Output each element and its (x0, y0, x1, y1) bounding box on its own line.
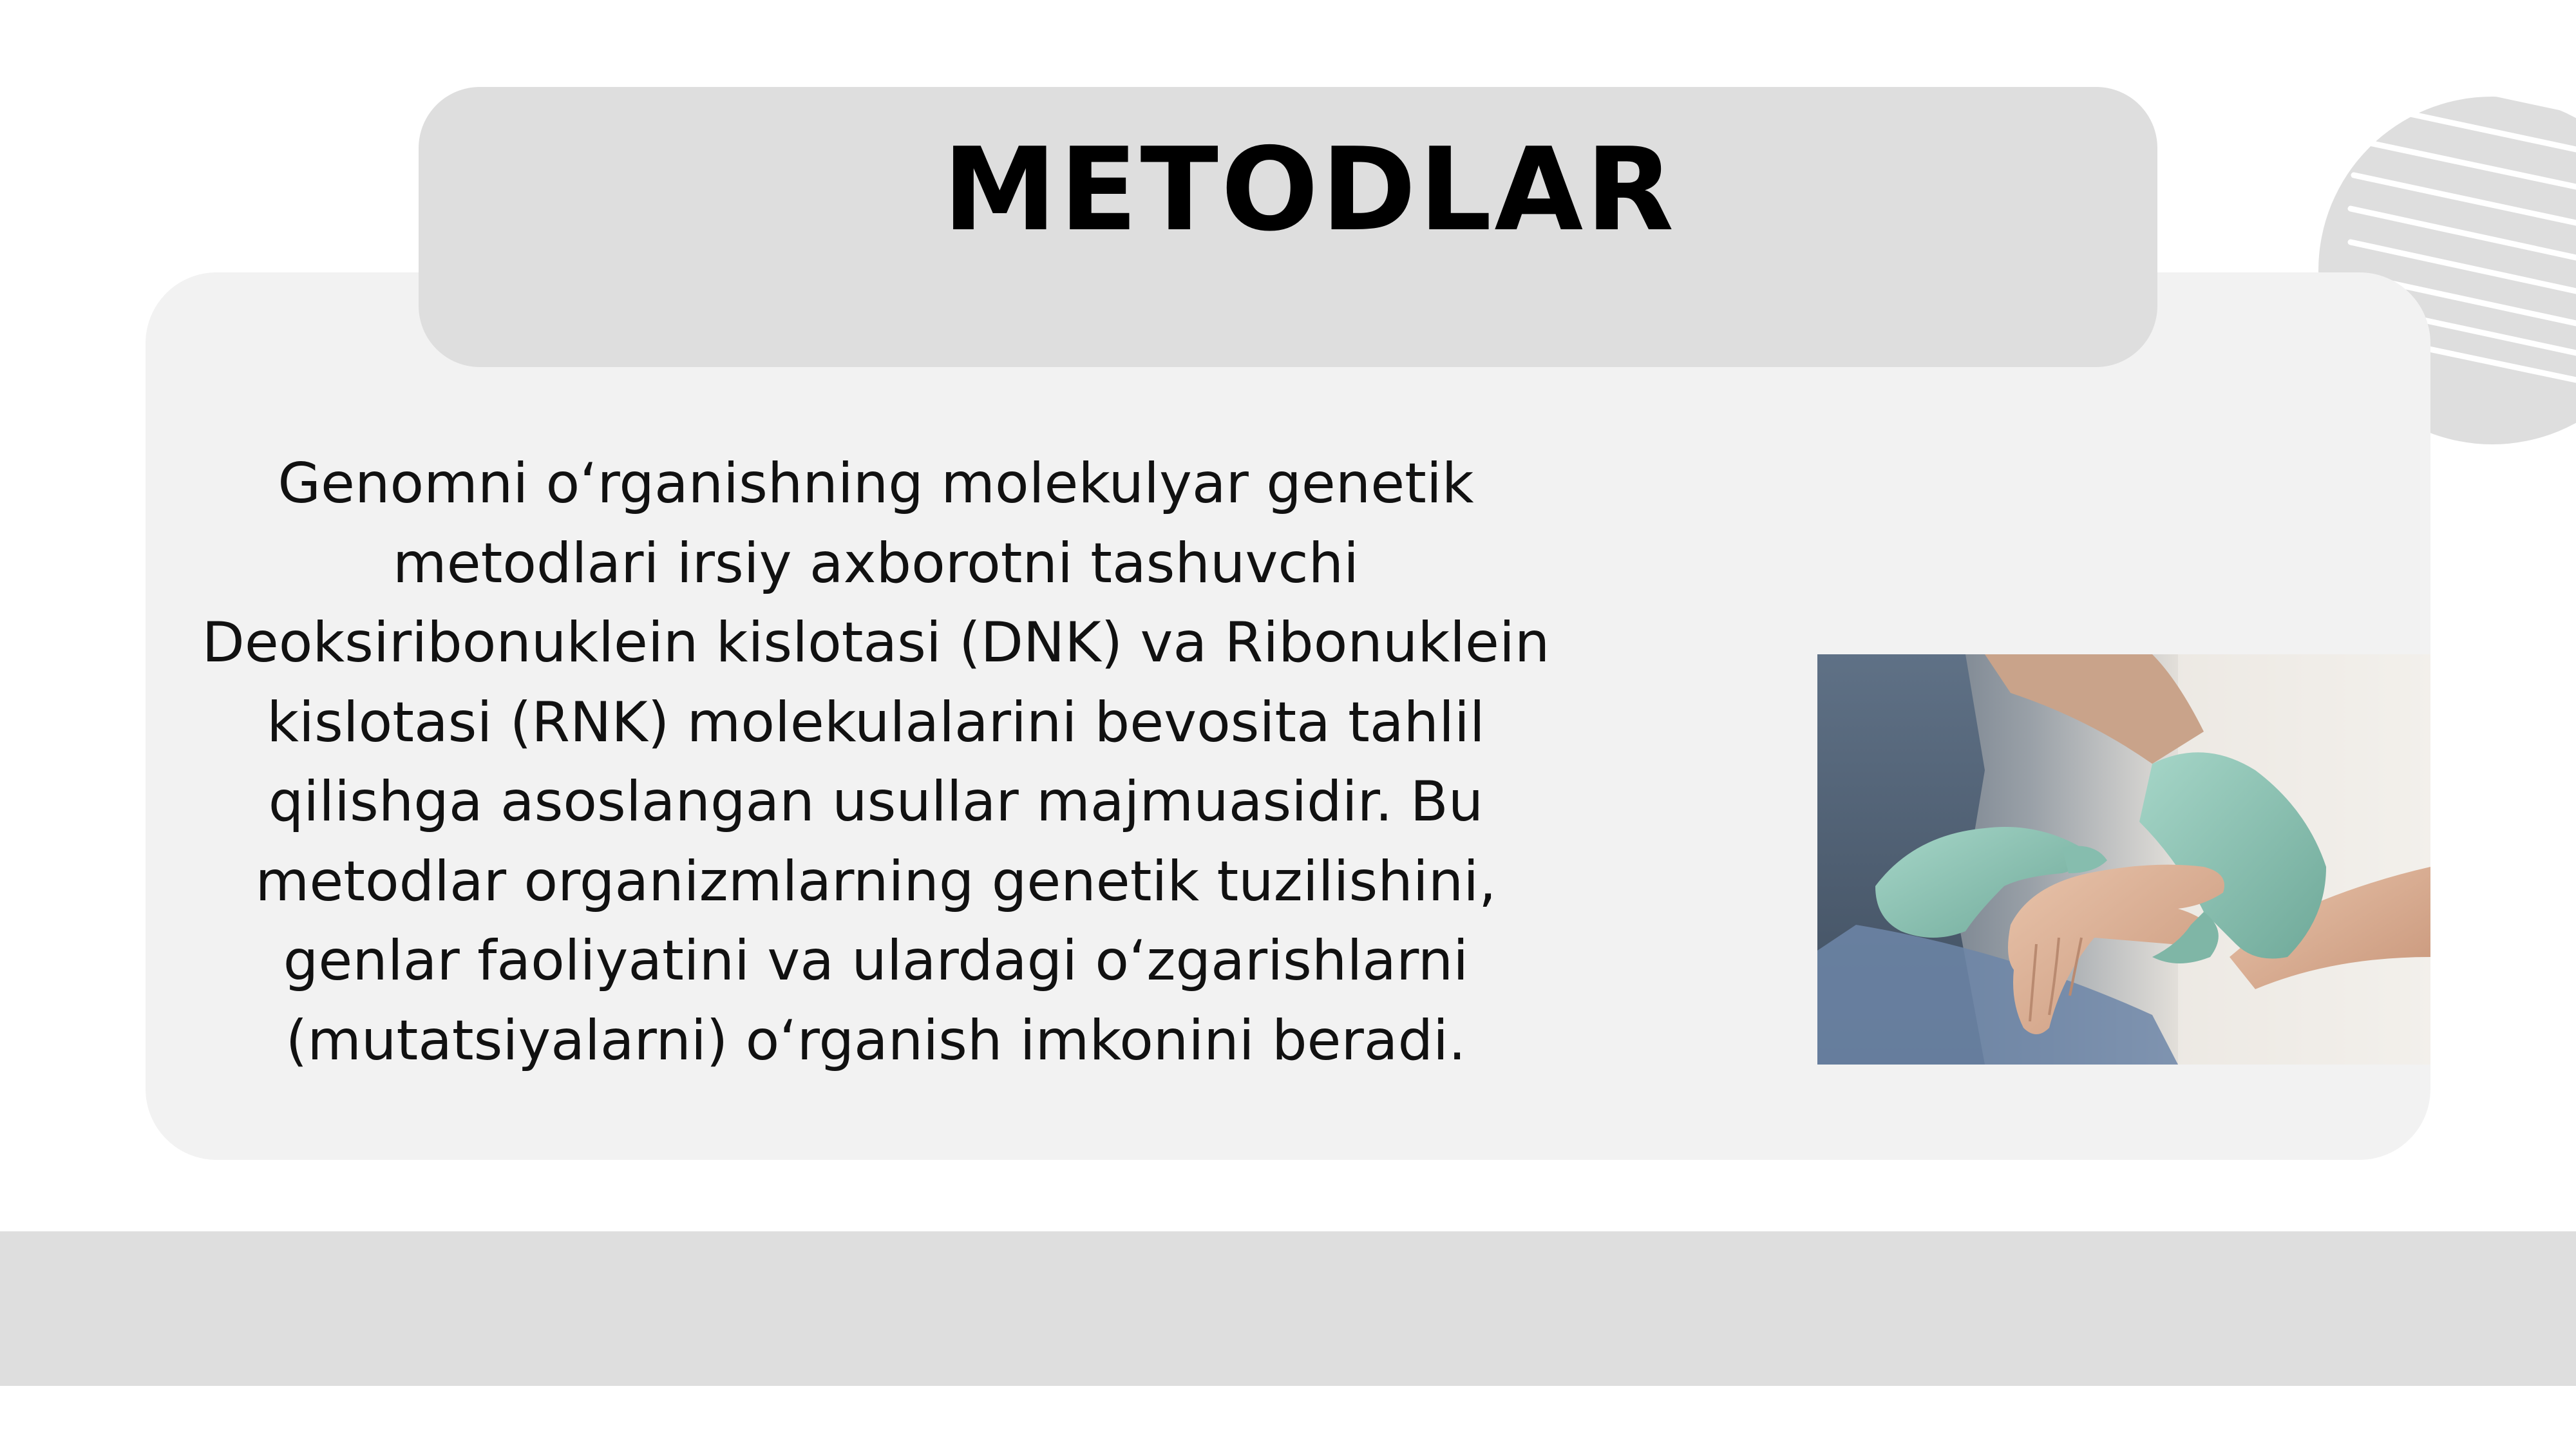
body-line: qilishga asoslangan usullar majmuasidir. Bu (268, 770, 1484, 834)
body-paragraph (193, 444, 1558, 1081)
slide-title: METODLAR (942, 123, 1677, 256)
bottom-band (0, 1231, 2576, 1386)
body-line: metodlar organizmlarning genetik tuzilishini, (255, 849, 1497, 914)
body-line: genlar faoliyatini va ulardagi o‘zgarishlarni (283, 929, 1469, 993)
hands-gloves-photo-icon (1817, 654, 2430, 1065)
body-line: Genomni o‘rganishning molekulyar genetik (278, 451, 1474, 516)
body-line: Deoksiribonuklein kislotasi (DNK) va Ribonuklein (202, 611, 1550, 675)
body-line: (mutatsiyalarni) o‘rganish imkonini beradi. (285, 1008, 1466, 1073)
body-line: metodlari irsiy axborotni tashuvchi (392, 531, 1359, 596)
body-line: kislotasi (RNK) molekulalarini bevosita tahlil (267, 690, 1485, 755)
